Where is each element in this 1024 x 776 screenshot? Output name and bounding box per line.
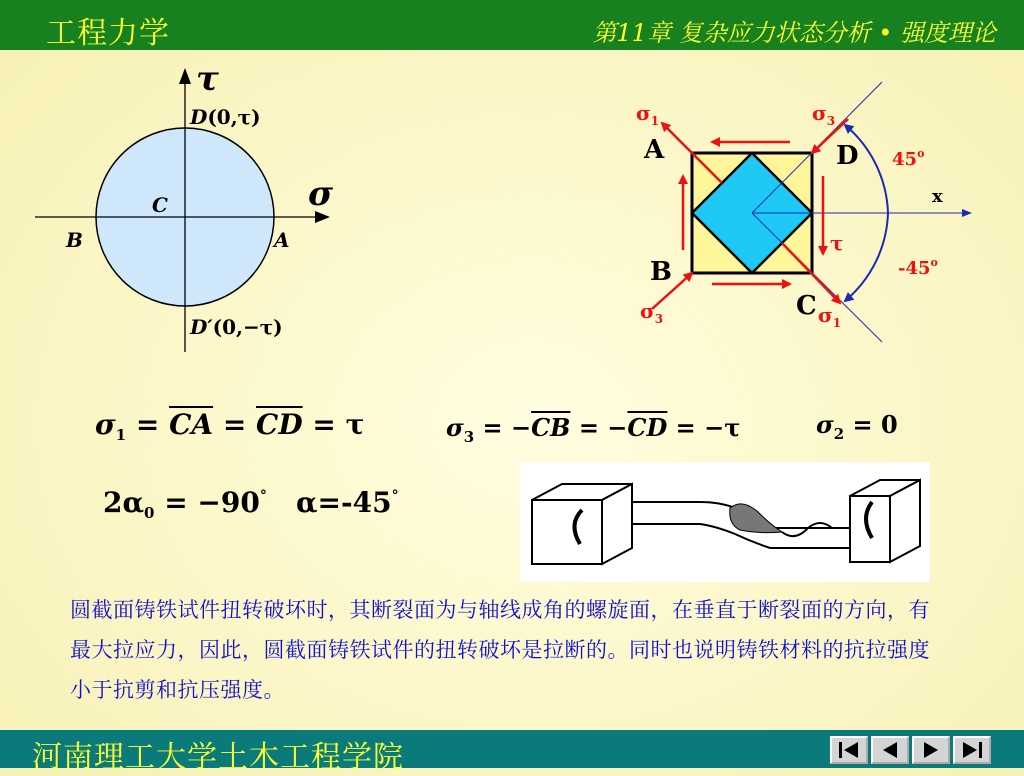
sigma1-bottom-label: $\sigma_1$ [818, 303, 842, 330]
point-d-label: D(0,τ) [190, 105, 261, 129]
chapter-title: 第11章 复杂应力状态分析 • 强度理论 [592, 19, 996, 47]
first-page-button[interactable] [830, 736, 868, 764]
school-name: 河南理工大学土木工程学院 [32, 740, 404, 775]
corner-c-label: C [796, 291, 817, 321]
x-axis-arrow [962, 209, 972, 217]
mohr-circle-diagram [30, 60, 350, 360]
slide-navigation [830, 736, 991, 764]
torsion-specimen-figure [520, 462, 930, 582]
angle-positive-label: 45$^o$ [892, 147, 925, 170]
next-page-icon [918, 740, 944, 760]
angle-arc-negative [845, 213, 888, 301]
header-bar [0, 0, 1024, 50]
equation-sigma3: $\sigma_3 = -\overline{CB} = -\overline{CD} = -\tau$ [446, 413, 741, 446]
corner-b-label: B [650, 257, 672, 287]
previous-page-button[interactable] [871, 736, 909, 764]
fracture-surface [730, 504, 782, 533]
tau-label: τ [830, 231, 844, 255]
course-title: 工程力学 [46, 16, 170, 51]
point-b-label: B [66, 228, 83, 252]
equation-sigma1: $\sigma_1 = \overline{CA} = \overline{CD} = \tau$ [95, 408, 365, 444]
point-a-label: A [274, 228, 290, 252]
sigma3-bottom-label: $\sigma_3$ [640, 299, 664, 326]
stress-element-diagram [600, 70, 990, 360]
equation-sigma2: $\sigma_2 = 0$ [816, 410, 898, 443]
first-page-icon [836, 740, 862, 760]
equation-alpha: α=-45° [296, 486, 399, 519]
specimen-drawing [520, 462, 930, 582]
explanation-text: 圆截面铸铁试件扭转破坏时，其断裂面为与轴线成角的螺旋面，在垂直于断裂面的方向，有最大拉应力，因此，圆截面铸铁试件的扭转破坏是拉断的。同时也说明铸铁材料的抗拉强度小于抗剪和抗压强度。 [70, 598, 930, 702]
tau-axis-label: τ [196, 60, 219, 99]
point-d-prime-label: D′(0,−τ) [190, 315, 283, 339]
last-page-icon [959, 740, 985, 760]
x-axis-label: x [932, 186, 943, 207]
sigma1-top-label: $\sigma_1$ [636, 101, 660, 128]
sigma-axis-label: σ [308, 174, 334, 214]
left-grip-front [532, 500, 602, 564]
tau-axis-arrow [179, 68, 191, 84]
footer-bar [0, 730, 1024, 775]
center-c-label: C [152, 193, 168, 217]
sigma3-top-label: $\sigma_3$ [812, 101, 836, 128]
previous-page-icon [877, 740, 903, 760]
next-page-button[interactable] [912, 736, 950, 764]
angle-negative-label: -45$^o$ [898, 256, 938, 279]
equation-alpha0: $2\alpha_0 = -90^\circ$ [103, 486, 267, 522]
last-page-button[interactable] [953, 736, 991, 764]
corner-d-label: D [836, 141, 859, 171]
corner-a-label: A [644, 135, 665, 165]
